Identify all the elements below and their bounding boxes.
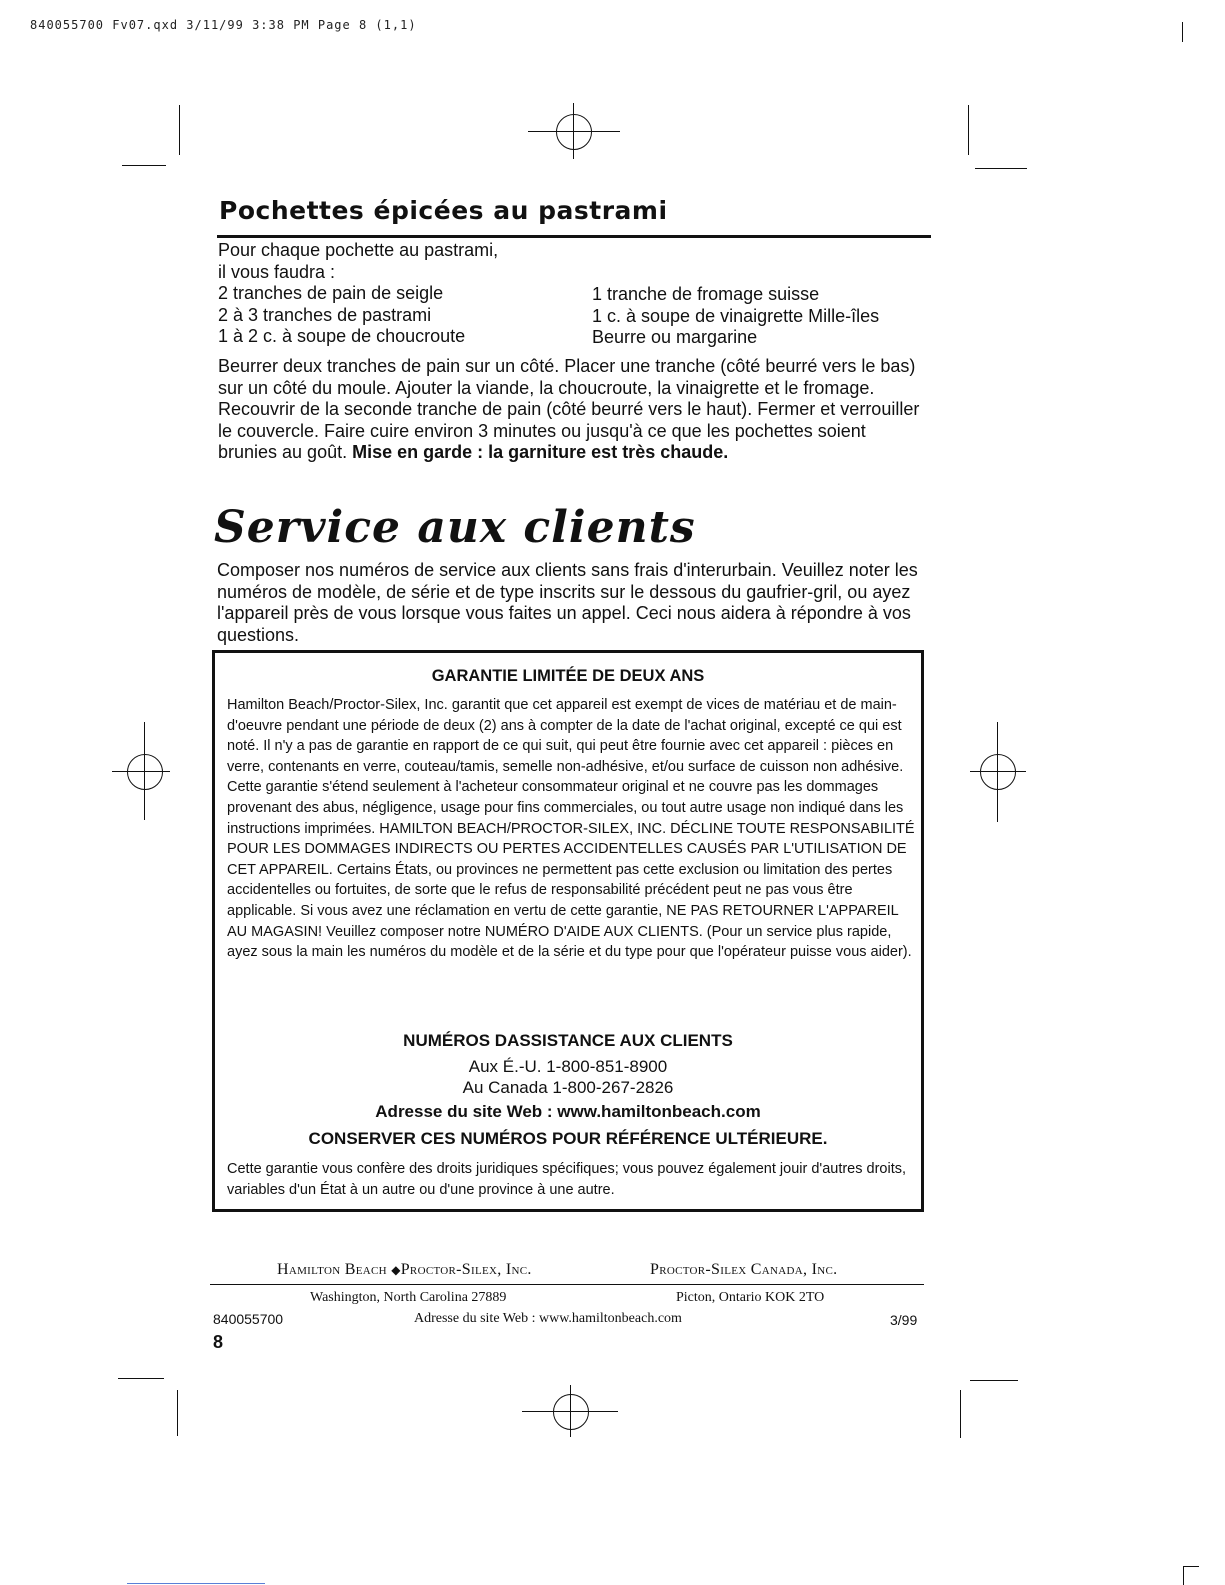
ingredient-item: Beurre ou margarine	[592, 327, 758, 347]
footer-rule	[210, 1284, 924, 1285]
crop-mark	[118, 1378, 164, 1379]
service-body: Composer nos numéros de service aux clients sans frais d'interurbain. Veuillez noter les numéros de modèle, de série et de type inscrits sur le dessous du gaufrier-gril, ou ayez l'appareil près de vous lorsque vous faites un appel. Ceci nous aidera à répondre à vos questions.	[217, 560, 918, 645]
website-line: Adresse du site Web : www.hamiltonbeach.com	[375, 1102, 761, 1121]
company-canada: Proctor-Silex Canada, Inc.	[650, 1261, 838, 1278]
keep-numbers-notice: CONSERVER CES NUMÉROS POUR RÉFÉRENCE ULTÉRIEURE.	[308, 1129, 828, 1148]
footer-website: Adresse du site Web : www.hamiltonbeach.com	[414, 1311, 682, 1326]
ingredients-left	[218, 240, 498, 348]
diamond-icon: ◆	[391, 1263, 401, 1277]
crop-mark	[960, 1390, 961, 1438]
crop-mark	[144, 722, 145, 820]
crop-mark	[1183, 1566, 1199, 1567]
crop-mark	[179, 105, 180, 155]
crop-mark	[970, 1380, 1018, 1381]
page-number: 8	[213, 1332, 224, 1352]
crop-mark	[528, 131, 620, 132]
document-number: 840055700	[213, 1311, 284, 1327]
assistance-title: NUMÉROS DASSISTANCE AUX CLIENTS	[403, 1031, 733, 1050]
crop-mark	[570, 1385, 571, 1437]
crop-mark	[112, 771, 170, 772]
warranty-body: Hamilton Beach/Proctor-Silex, Inc. garantit que cet appareil est exempt de vices de matériau et de main-d'oeuvre pendant une période de deux (2) ans à compter de la date de l'achat original, excepté ce qui est noté. Il n'y a pas de garantie en rapport de ce qui suit, qui peut être fournie avec cet appareil : pièces en verre, contenants en verre, couteau/tamis, semelle non-adhésive, et/ou surface de cuisson non adhésive. Cette garantie s'étend seulement à l'acheteur consommateur original et ne couvre pas les dommages provenant des abus, négligence, usage pour fins commerciales, ou tout autre usage non indiqué dans les instructions imprimées. HAMILTON BEACH/PROCTOR-SILEX, INC. DÉCLINE TOUTE RESPONSABILITÉ POUR LES DOMMAGES INDIRECTS OU PERTES ACCIDENTELLES CAUSÉS PAR L'UTILISATION DE CET APPAREIL. Certains États, ou provinces ne permettent pas cette exclusion ou limitation des pertes accidentelles ou fortuites, de sorte que le refus de responsabilité précédent peut ne pas vous être applicable. Si vous avez une réclamation en vertu de cette garantie, NE PAS RETOURNER L'APPAREIL AU MAGASIN! Veuillez composer notre NUMÉRO D'AIDE AUX CLIENTS. (Pour un service plus rapide, ayez sous la main les numéros du modèle et de la série et du type pour que l'opérateur puisse vous aider).	[227, 697, 915, 961]
recipe-intro-line: Pour chaque pochette au pastrami,	[218, 240, 499, 260]
crop-mark	[1182, 22, 1183, 42]
rights-statement: Cette garantie vous confère des droits juridiques spécifiques; vous pouvez également jouir d'autres droits, variables d'un État à un autre ou d'une province à une autre.	[227, 1161, 907, 1198]
crop-mark	[1183, 1566, 1184, 1585]
crop-mark	[177, 1390, 178, 1436]
warranty-title: GARANTIE LIMITÉE DE DEUX ANS	[431, 667, 705, 685]
ingredient-item: 1 à 2 c. à soupe de choucroute	[218, 326, 466, 346]
company-us-name-b: Proctor-Silex, Inc.	[400, 1261, 532, 1278]
company-us-name-a: Hamilton Beach	[277, 1261, 387, 1278]
company-us	[277, 1261, 532, 1279]
address-canada: Picton, Ontario KOK 2TO	[676, 1290, 825, 1305]
title-rule	[217, 235, 931, 238]
crop-mark	[997, 722, 998, 822]
print-header: 840055700 Fv07.qxd 3/11/99 3:38 PM Page 8 (1,1)	[30, 18, 417, 32]
phone-us: Aux É.-U. 1-800-851-8900	[468, 1057, 668, 1076]
warranty-box	[212, 650, 924, 1212]
recipe-warning: Mise en garde : la garniture est très chaude.	[352, 442, 729, 462]
recipe-method-text: Beurrer deux tranches de pain sur un côté. Placer une tranche (côté beurré vers le bas) sur un côté du moule. Ajouter la viande, la choucroute, la vinaigrette et le fromage. Recouvrir de la seconde tranche de pain (côté beurré vers le haut). Fermer et verrouiller le couvercle. Faire cuire environ 3 minutes ou jusqu'à ce que les pochettes soient brunies au goût.	[218, 356, 920, 462]
address-us: Washington, North Carolina 27889	[310, 1290, 507, 1305]
ingredient-item: 1 tranche de fromage suisse	[592, 284, 820, 304]
recipe-intro-line: il vous faudra :	[218, 261, 336, 282]
ingredient-item: 2 tranches de pain de seigle	[218, 283, 444, 303]
registration-mark-icon	[127, 754, 163, 790]
registration-mark-icon	[553, 1394, 589, 1430]
registration-mark-icon	[980, 754, 1016, 790]
crop-mark	[970, 771, 1026, 772]
phone-canada: Au Canada 1-800-267-2826	[462, 1078, 674, 1097]
recipe-method	[218, 356, 928, 464]
crop-mark	[968, 105, 969, 155]
crop-mark	[975, 168, 1027, 169]
print-date: 3/99	[890, 1312, 918, 1328]
crop-mark	[127, 1583, 265, 1584]
registration-mark-icon	[556, 114, 592, 150]
recipe-title: Pochettes épicées au pastrami	[219, 196, 668, 225]
crop-mark	[122, 165, 166, 166]
service-title: Service aux clients	[214, 502, 696, 553]
ingredient-item: 2 à 3 tranches de pastrami	[218, 304, 432, 325]
ingredients-right	[592, 284, 879, 349]
ingredient-item: 1 c. à soupe de vinaigrette Mille-îles	[592, 305, 880, 326]
crop-mark	[573, 103, 574, 159]
